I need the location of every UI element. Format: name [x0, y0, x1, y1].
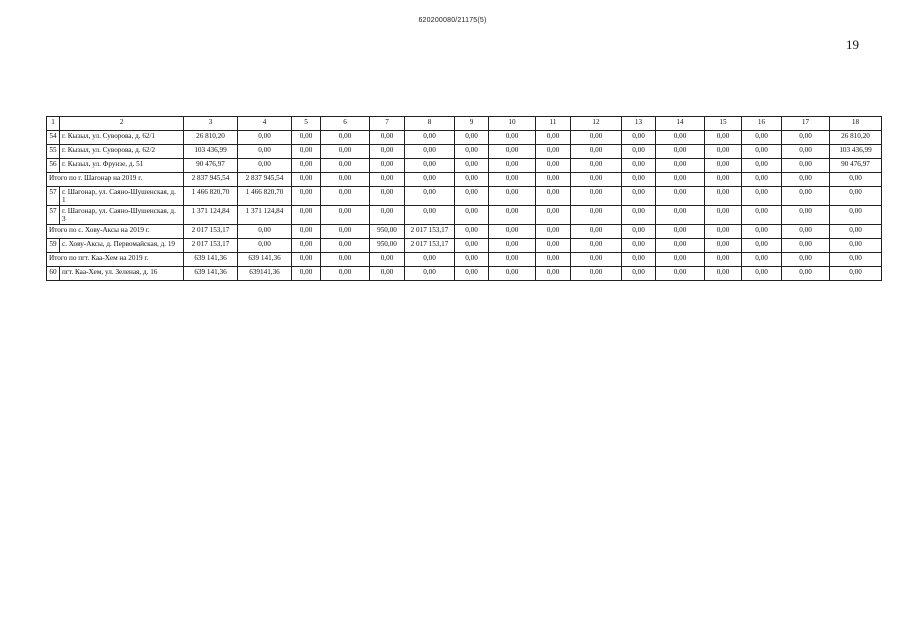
cell-col-17: 0,00 — [782, 225, 830, 239]
table-total-row — [47, 173, 882, 187]
cell-col-11: 0,00 — [536, 225, 571, 239]
total-label: Итого по пгт. Каа-Хем на 2019 г. — [47, 253, 184, 267]
cell-col-9: 0,00 — [455, 239, 489, 253]
column-header-15: 15 — [705, 117, 742, 131]
cell-col-17: 0,00 — [782, 131, 830, 145]
cell-col-11: 0,00 — [536, 145, 571, 159]
table-row — [47, 267, 882, 281]
cell-col-10: 0,00 — [489, 187, 536, 206]
cell-col-8: 0,00 — [405, 206, 455, 225]
cell-col-4: 639 141,36 — [238, 253, 292, 267]
cell-col-17: 0,00 — [782, 145, 830, 159]
cell-col-10: 0,00 — [489, 145, 536, 159]
cell-col-5: 0,00 — [292, 173, 321, 187]
cell-col-14: 0,00 — [656, 131, 705, 145]
row-number: 54 — [47, 131, 60, 145]
cell-col-9: 0,00 — [455, 187, 489, 206]
cell-col-16: 0,00 — [742, 267, 782, 281]
table-row — [47, 145, 882, 159]
cell-col-18: 0,00 — [830, 267, 882, 281]
cell-col-4: 639141,36 — [238, 267, 292, 281]
cell-col-7: 0,00 — [370, 159, 405, 173]
cell-col-16: 0,00 — [742, 187, 782, 206]
cell-col-13: 0,00 — [622, 253, 656, 267]
row-number: 57 — [47, 187, 60, 206]
cell-col-4: 0,00 — [238, 239, 292, 253]
table-row — [47, 239, 882, 253]
total-label: Итого по г. Шагонар на 2019 г. — [47, 173, 184, 187]
column-header-4: 4 — [238, 117, 292, 131]
cell-col-16: 0,00 — [742, 206, 782, 225]
cell-col-14: 0,00 — [656, 159, 705, 173]
cell-col-15: 0,00 — [705, 131, 742, 145]
cell-col-12: 0,00 — [571, 206, 622, 225]
cell-col-4: 1 466 820,70 — [238, 187, 292, 206]
cell-col-15: 0,00 — [705, 145, 742, 159]
cell-col-12: 0,00 — [571, 173, 622, 187]
cell-col-13: 0,00 — [622, 131, 656, 145]
cell-col-6: 0,00 — [321, 173, 370, 187]
cell-col-5: 0,00 — [292, 225, 321, 239]
cell-col-15: 0,00 — [705, 173, 742, 187]
cell-col-7: 0,00 — [370, 267, 405, 281]
cell-col-15: 0,00 — [705, 253, 742, 267]
cell-col-12: 0,00 — [571, 159, 622, 173]
cell-col-5: 0,00 — [292, 239, 321, 253]
table-header-row — [47, 117, 882, 131]
data-table — [46, 116, 882, 281]
cell-col-8: 0,00 — [405, 253, 455, 267]
cell-col-6: 0,00 — [321, 267, 370, 281]
cell-col-15: 0,00 — [705, 187, 742, 206]
cell-col-10: 0,00 — [489, 159, 536, 173]
cell-col-3: 639 141,36 — [184, 267, 238, 281]
cell-col-17: 0,00 — [782, 253, 830, 267]
column-header-11: 11 — [536, 117, 571, 131]
column-header-6: 6 — [321, 117, 370, 131]
cell-col-9: 0,00 — [455, 131, 489, 145]
row-address: пгт. Каа-Хем, ул. Зеленая, д. 16 — [60, 267, 184, 281]
cell-col-11: 0,00 — [536, 239, 571, 253]
cell-col-16: 0,00 — [742, 239, 782, 253]
cell-col-10: 0,00 — [489, 206, 536, 225]
cell-col-12: 0,00 — [571, 187, 622, 206]
column-header-12: 12 — [571, 117, 622, 131]
cell-col-7: 0,00 — [370, 206, 405, 225]
cell-col-8: 2 017 153,17 — [405, 239, 455, 253]
cell-col-4: 0,00 — [238, 145, 292, 159]
cell-col-15: 0,00 — [705, 267, 742, 281]
column-header-13: 13 — [622, 117, 656, 131]
cell-col-13: 0,00 — [622, 173, 656, 187]
cell-col-18: 0,00 — [830, 173, 882, 187]
cell-col-6: 0,00 — [321, 239, 370, 253]
cell-col-3: 639 141,36 — [184, 253, 238, 267]
table-row — [47, 131, 882, 145]
cell-col-6: 0,00 — [321, 187, 370, 206]
cell-col-18: 0,00 — [830, 206, 882, 225]
cell-col-8: 0,00 — [405, 267, 455, 281]
cell-col-17: 0,00 — [782, 173, 830, 187]
column-header-5: 5 — [292, 117, 321, 131]
column-header-8: 8 — [405, 117, 455, 131]
cell-col-11: 0,00 — [536, 159, 571, 173]
cell-col-8: 0,00 — [405, 159, 455, 173]
cell-col-16: 0,00 — [742, 173, 782, 187]
cell-col-12: 0,00 — [571, 131, 622, 145]
cell-col-12: 0,00 — [571, 267, 622, 281]
cell-col-6: 0,00 — [321, 145, 370, 159]
cell-col-9: 0,00 — [455, 225, 489, 239]
cell-col-3: 2 837 945,54 — [184, 173, 238, 187]
column-header-10: 10 — [489, 117, 536, 131]
row-number: 56 — [47, 159, 60, 173]
cell-col-7: 0,00 — [370, 187, 405, 206]
row-address: с. Хову-Аксы, д. Первомайская, д. 19 — [60, 239, 184, 253]
cell-col-7: 0,00 — [370, 173, 405, 187]
cell-col-11: 0,00 — [536, 267, 571, 281]
cell-col-3: 90 476,97 — [184, 159, 238, 173]
cell-col-3: 103 436,99 — [184, 145, 238, 159]
cell-col-15: 0,00 — [705, 159, 742, 173]
row-address: г. Кызыл, ул. Фрунзе, д. 51 — [60, 159, 184, 173]
cell-col-8: 0,00 — [405, 131, 455, 145]
table-total-row — [47, 225, 882, 239]
cell-col-14: 0,00 — [656, 253, 705, 267]
cell-col-14: 0,00 — [656, 145, 705, 159]
cell-col-9: 0,00 — [455, 253, 489, 267]
cell-col-5: 0,00 — [292, 131, 321, 145]
cell-col-7: 0,00 — [370, 253, 405, 267]
cell-col-10: 0,00 — [489, 225, 536, 239]
cell-col-7: 0,00 — [370, 145, 405, 159]
cell-col-11: 0,00 — [536, 206, 571, 225]
cell-col-10: 0,00 — [489, 173, 536, 187]
cell-col-4: 0,00 — [238, 131, 292, 145]
column-header-2: 2 — [60, 117, 184, 131]
cell-col-10: 0,00 — [489, 239, 536, 253]
cell-col-3: 2 017 153,17 — [184, 239, 238, 253]
cell-col-8: 0,00 — [405, 173, 455, 187]
row-number: 57 — [47, 206, 60, 225]
column-header-3: 3 — [184, 117, 238, 131]
cell-col-13: 0,00 — [622, 239, 656, 253]
cell-col-8: 0,00 — [405, 187, 455, 206]
cell-col-4: 1 371 124,84 — [238, 206, 292, 225]
cell-col-4: 2 837 945,54 — [238, 173, 292, 187]
cell-col-17: 0,00 — [782, 267, 830, 281]
cell-col-6: 0,00 — [321, 253, 370, 267]
table-row — [47, 159, 882, 173]
cell-col-14: 0,00 — [656, 267, 705, 281]
cell-col-13: 0,00 — [622, 206, 656, 225]
cell-col-12: 0,00 — [571, 145, 622, 159]
cell-col-13: 0,00 — [622, 187, 656, 206]
row-number: 55 — [47, 145, 60, 159]
cell-col-13: 0,00 — [622, 225, 656, 239]
cell-col-4: 0,00 — [238, 159, 292, 173]
cell-col-12: 0,00 — [571, 253, 622, 267]
table-row — [47, 206, 882, 225]
cell-col-5: 0,00 — [292, 206, 321, 225]
cell-col-3: 2 017 153,17 — [184, 225, 238, 239]
cell-col-6: 0,00 — [321, 159, 370, 173]
cell-col-6: 0,00 — [321, 206, 370, 225]
cell-col-7: 950,00 — [370, 225, 405, 239]
column-header-17: 17 — [782, 117, 830, 131]
row-address: г. Кызыл, ул. Суворова, д. 62/2 — [60, 145, 184, 159]
cell-col-15: 0,00 — [705, 206, 742, 225]
cell-col-9: 0,00 — [455, 159, 489, 173]
cell-col-11: 0,00 — [536, 131, 571, 145]
cell-col-18: 90 476,97 — [830, 159, 882, 173]
cell-col-7: 950,00 — [370, 239, 405, 253]
cell-col-9: 0,00 — [455, 206, 489, 225]
cell-col-10: 0,00 — [489, 131, 536, 145]
cell-col-14: 0,00 — [656, 173, 705, 187]
column-header-18: 18 — [830, 117, 882, 131]
column-header-9: 9 — [455, 117, 489, 131]
cell-col-17: 0,00 — [782, 187, 830, 206]
cell-col-13: 0,00 — [622, 145, 656, 159]
document-header-code: 620200080/21175(5) — [418, 17, 487, 24]
cell-col-15: 0,00 — [705, 239, 742, 253]
cell-col-9: 0,00 — [455, 267, 489, 281]
cell-col-14: 0,00 — [656, 225, 705, 239]
cell-col-14: 0,00 — [656, 187, 705, 206]
cell-col-12: 0,00 — [571, 239, 622, 253]
row-address: г. Кызыл, ул. Суворова, д. 62/1 — [60, 131, 184, 145]
cell-col-7: 0,00 — [370, 131, 405, 145]
cell-col-8: 2 017 153,17 — [405, 225, 455, 239]
cell-col-14: 0,00 — [656, 206, 705, 225]
cell-col-13: 0,00 — [622, 267, 656, 281]
cell-col-18: 103 436,99 — [830, 145, 882, 159]
cell-col-4: 0,00 — [238, 225, 292, 239]
cell-col-10: 0,00 — [489, 253, 536, 267]
cell-col-11: 0,00 — [536, 173, 571, 187]
table-total-row — [47, 253, 882, 267]
table-row — [47, 187, 882, 206]
cell-col-5: 0,00 — [292, 187, 321, 206]
cell-col-3: 1 371 124,84 — [184, 206, 238, 225]
cell-col-11: 0,00 — [536, 187, 571, 206]
cell-col-16: 0,00 — [742, 145, 782, 159]
cell-col-17: 0,00 — [782, 159, 830, 173]
cell-col-3: 26 810,20 — [184, 131, 238, 145]
cell-col-3: 1 466 820,70 — [184, 187, 238, 206]
total-label: Итого по с. Хову-Аксы на 2019 г. — [47, 225, 184, 239]
cell-col-18: 0,00 — [830, 225, 882, 239]
cell-col-18: 0,00 — [830, 253, 882, 267]
cell-col-16: 0,00 — [742, 159, 782, 173]
cell-col-11: 0,00 — [536, 253, 571, 267]
cell-col-18: 0,00 — [830, 239, 882, 253]
cell-col-16: 0,00 — [742, 253, 782, 267]
cell-col-5: 0,00 — [292, 253, 321, 267]
row-address: г. Шагонар, ул. Саяно-Шушенская, д. 3 — [60, 206, 184, 225]
cell-col-9: 0,00 — [455, 173, 489, 187]
column-header-7: 7 — [370, 117, 405, 131]
column-header-14: 14 — [656, 117, 705, 131]
column-header-16: 16 — [742, 117, 782, 131]
cell-col-5: 0,00 — [292, 145, 321, 159]
row-address: г. Шагонар, ул. Саяно-Шушенская, д. 1 — [60, 187, 184, 206]
cell-col-16: 0,00 — [742, 131, 782, 145]
cell-col-18: 0,00 — [830, 187, 882, 206]
cell-col-14: 0,00 — [656, 239, 705, 253]
cell-col-5: 0,00 — [292, 267, 321, 281]
row-number: 60 — [47, 267, 60, 281]
cell-col-8: 0,00 — [405, 145, 455, 159]
cell-col-18: 26 810,20 — [830, 131, 882, 145]
cell-col-9: 0,00 — [455, 145, 489, 159]
row-number: 59 — [47, 239, 60, 253]
cell-col-6: 0,00 — [321, 225, 370, 239]
cell-col-15: 0,00 — [705, 225, 742, 239]
cell-col-12: 0,00 — [571, 225, 622, 239]
cell-col-13: 0,00 — [622, 159, 656, 173]
page-number: 19 — [846, 37, 859, 52]
cell-col-6: 0,00 — [321, 131, 370, 145]
column-header-1: 1 — [47, 117, 60, 131]
cell-col-17: 0,00 — [782, 239, 830, 253]
cell-col-16: 0,00 — [742, 225, 782, 239]
cell-col-10: 0,00 — [489, 267, 536, 281]
cell-col-17: 0,00 — [782, 206, 830, 225]
cell-col-5: 0,00 — [292, 159, 321, 173]
